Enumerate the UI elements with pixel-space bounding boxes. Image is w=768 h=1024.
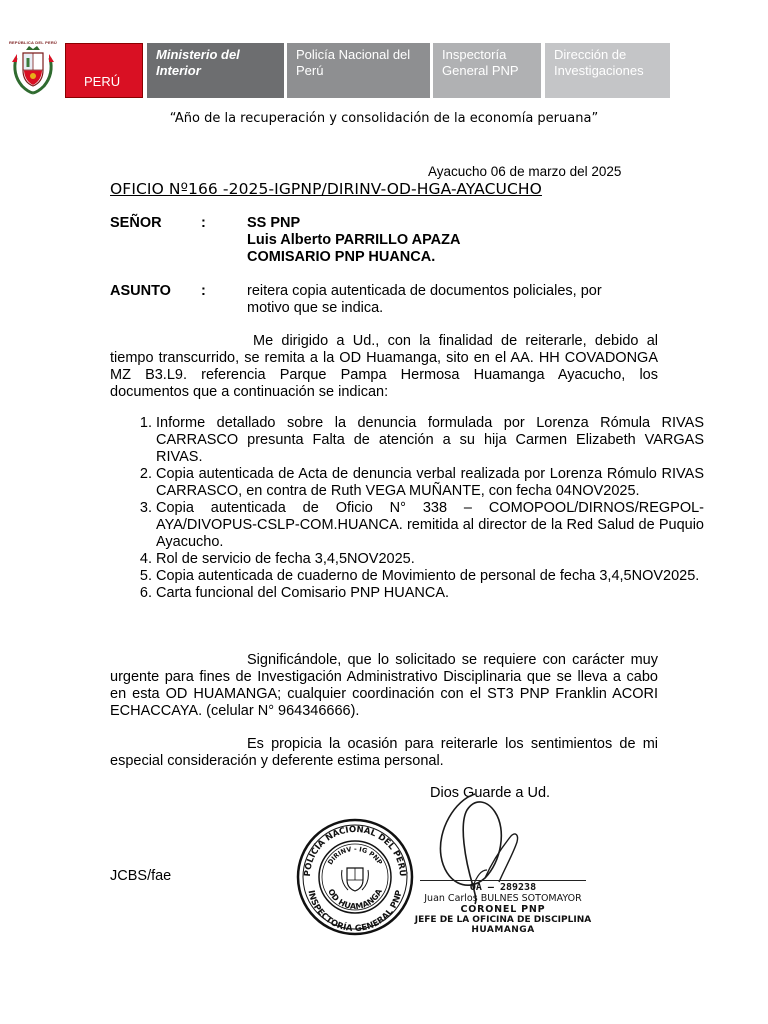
signature-block bbox=[408, 880, 598, 935]
senor-colon: : bbox=[201, 215, 206, 231]
national-shield-logo bbox=[8, 40, 58, 96]
list-item: 2. Copia autenticada de Acta de denuncia verbal realizada por Lorenza Rómulo RIVAS CARRASCO, en contra de Ruth VEGA MUÑANTE, con fecha 04NOV2025. bbox=[156, 466, 704, 500]
body-paragraph-3: Es propicia la ocasión para reiterarle los sentimientos de mi especial consideración y deferente estima personal. bbox=[110, 736, 658, 769]
policia-nacional-box: Policía Nacional del Perú bbox=[287, 43, 430, 98]
closing-salutation: Dios Guarde a Ud. bbox=[430, 785, 551, 801]
asunto-label: ASUNTO bbox=[110, 283, 171, 299]
list-item: 1. Informe detallado sobre la denuncia formulada por Lorenza Rómula RIVAS CARRASCO presunta Falta de atención a su hija Carmen Elizabeth VARGAS RIVAS. bbox=[156, 415, 704, 466]
list-item: 5. Copia autenticada de cuaderno de Movimiento de personal de fecha 3,4,5NOV2025. bbox=[156, 568, 704, 585]
svg-text:INSPECTORÍA GENERAL PNP bbox=[306, 889, 405, 934]
addressee-position: COMISARIO PNP HUANCA. bbox=[247, 249, 436, 265]
peru-brand-box bbox=[65, 43, 143, 98]
inspectoria-general-box: Inspectoría General PNP bbox=[433, 43, 541, 98]
list-item: 3. Copia autenticada de Oficio N° 338 – COMOPOOL/DIRNOS/REGPOL-AYA/DIVOPUS-CSLP-COM.HUANCA. remitida al director de la Red Salud de Puquio Ayacucho. bbox=[156, 500, 704, 551]
ministerio-interior-box: Ministerio del Interior bbox=[147, 43, 284, 98]
signer-name: Juan Carlos BULNES SOTOMAYOR bbox=[424, 893, 582, 904]
signer-title: JEFE DE LA OFICINA DE DISCIPLINA bbox=[414, 915, 592, 925]
addressee-name: Luis Alberto PARRILLO APAZA bbox=[247, 232, 461, 248]
year-motto: “Año de la recuperación y consolidación de la economía peruana” bbox=[169, 111, 599, 126]
official-seal-stamp bbox=[296, 818, 414, 936]
oficio-number: OFICIO Nº166 -2025-IGPNP/DIRINV-OD-HGA-AYACUCHO bbox=[110, 180, 542, 198]
seal-outer-bottom-text: INSPECTORÍA GENERAL PNP bbox=[305, 889, 405, 935]
senor-label: SEÑOR bbox=[110, 215, 162, 231]
list-item: 6. Carta funcional del Comisario PNP HUANCA. bbox=[156, 585, 704, 602]
seal-outer-top-text: POLICÍA NACIONAL DEL PERÚ bbox=[302, 824, 408, 877]
direccion-investigaciones-box: Dirección de Investigaciones bbox=[545, 43, 670, 98]
body-paragraph-2: Significándole, que lo solicitado se requiere con carácter muy urgente para fines de Investigación Administrativo Disciplinaria que se lleva a cabo en esta OD HUAMANGA; cualquier coordinación con el ST3 PNP Franklin ACORI ECHACCAYA. (celular N° 964346666). bbox=[110, 652, 658, 719]
document-list bbox=[110, 415, 704, 602]
asunto-line-1: reitera copia autenticada de documentos policiales, por bbox=[247, 283, 602, 299]
body-paragraph-1: Me dirigido a Ud., con la finalidad de reiterarle, debido al tiempo transcurrido, se remita a la OD Huamanga, sito en el AA. HH COVADONGA MZ B3.L9. referencia Parque Pampa Hermosa Huamanga Ayacucho, los documentos que a continuación se indican: bbox=[110, 333, 658, 400]
svg-text:DIRINV - IG PNP bbox=[326, 845, 384, 866]
reference-initials: JCBS/fae bbox=[110, 868, 172, 884]
asunto-colon: : bbox=[201, 283, 206, 299]
signer-city: HUAMANGA bbox=[471, 925, 535, 935]
signer-cip: OA – 289238 bbox=[420, 880, 586, 893]
addressee-rank: SS PNP bbox=[247, 215, 301, 231]
list-item: 4. Rol de servicio de fecha 3,4,5NOV2025. bbox=[156, 551, 704, 568]
seal-inner-bottom-text: OD HUAMANGA bbox=[326, 887, 384, 912]
asunto-line-2: motivo que se indica. bbox=[247, 300, 384, 316]
seal-inner-top-text: DIRINV - IG PNP bbox=[326, 844, 384, 867]
peru-label: PERÚ bbox=[84, 74, 121, 89]
shield-caption: REPÚBLICA DEL PERÚ bbox=[8, 40, 58, 45]
place-date: Ayacucho 06 de marzo del 2025 bbox=[428, 164, 622, 179]
signer-rank: CORONEL PNP bbox=[460, 904, 546, 915]
